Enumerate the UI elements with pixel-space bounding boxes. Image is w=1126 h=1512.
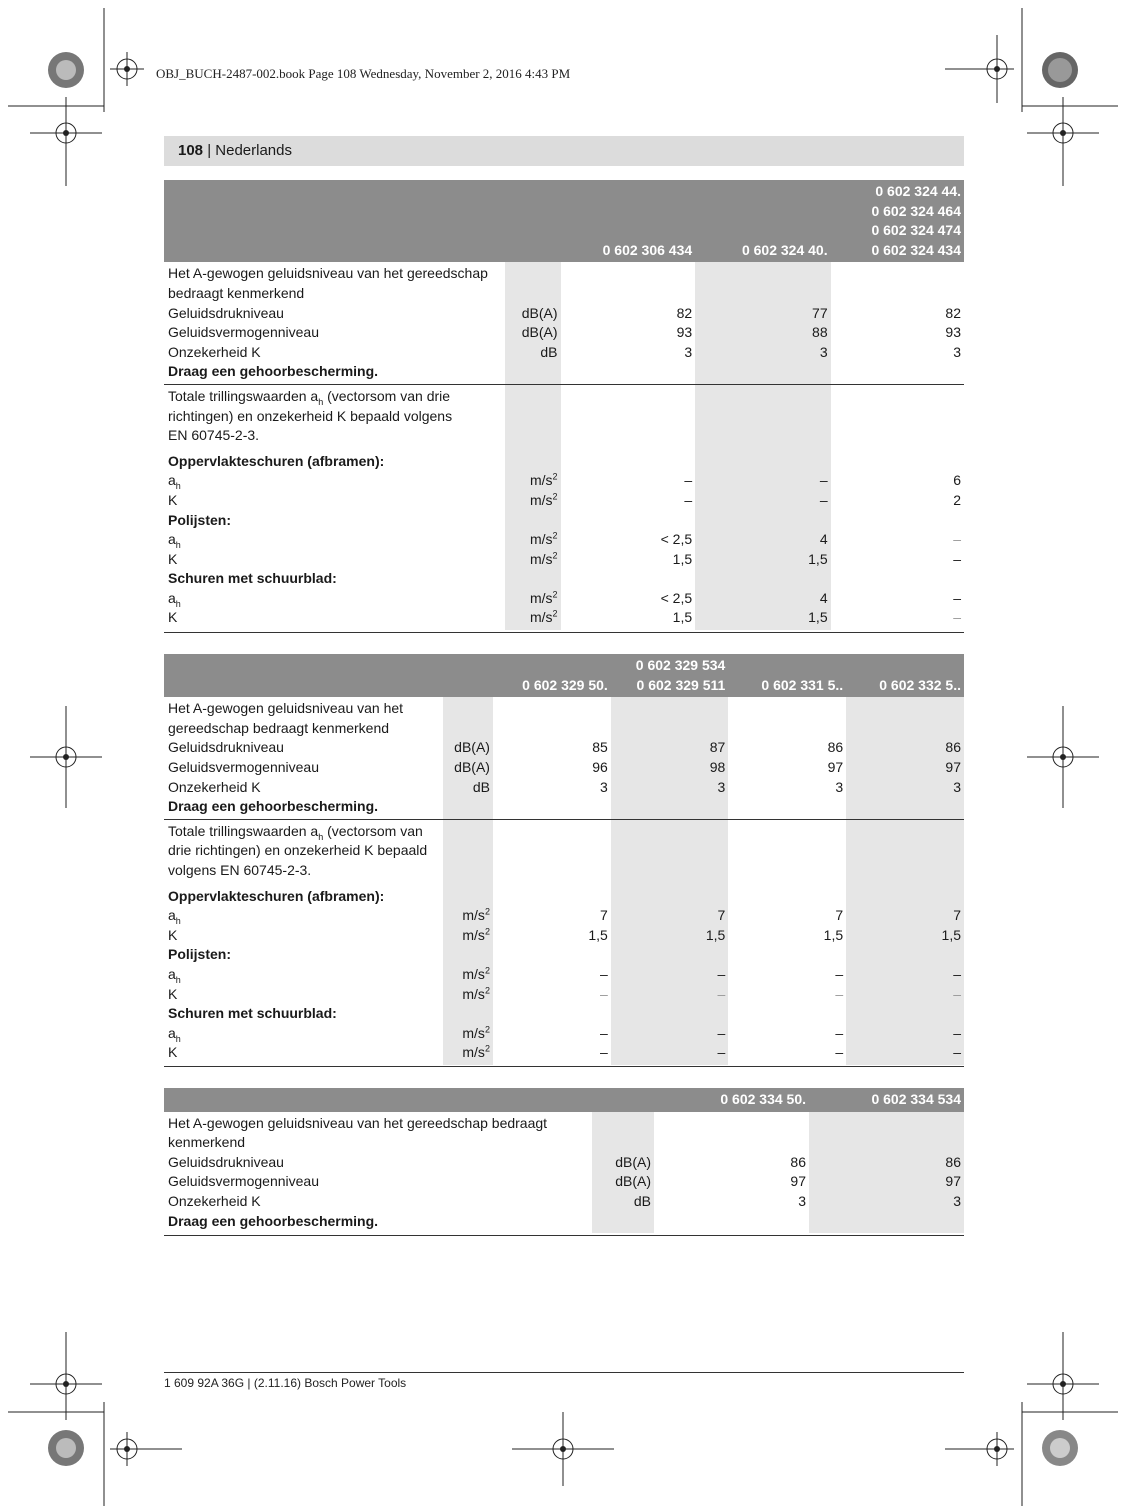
column-header: 0 602 324 40. bbox=[695, 180, 830, 262]
value-cell: 82 93 3 bbox=[945, 304, 961, 360]
page-footer: 1 609 92A 36G | (2.11.16) Bosch Power Tools bbox=[164, 1376, 407, 1390]
table-header-row bbox=[164, 654, 964, 697]
spec-table-3 bbox=[164, 1088, 964, 1236]
column-header: 0 602 334 534 bbox=[809, 1088, 964, 1112]
table-row bbox=[164, 819, 964, 1065]
table-row bbox=[164, 262, 964, 384]
unit-cell: $m/s^2$ $m/s^2$ $m/s^2$ $m/s^2$ $m/s^2$ $m/s^2$ bbox=[505, 384, 561, 630]
column-header: 0 602 332 5.. bbox=[846, 654, 964, 697]
page-header bbox=[164, 136, 964, 166]
row-label: Het A-gewogen geluidsniveau van het gereedschap bedraagt kenmerkend Geluidsdrukniveau Geluidsvermogenniveau Onzekerheid K Draag een gehoorbescherming. bbox=[168, 265, 488, 380]
value-cell: 86 97 3 bbox=[809, 1112, 964, 1234]
unit-cell: dB(A) dB(A) dB bbox=[443, 697, 493, 819]
value-cell: 6 2 – – – – bbox=[953, 472, 961, 626]
table-row bbox=[164, 384, 964, 630]
value-cell: 7 1,5 – – – – bbox=[611, 819, 729, 1065]
value-cell: 86 97 3 bbox=[827, 739, 844, 795]
value-cell: 85 96 3 bbox=[592, 739, 608, 795]
unit-cell: dB(A) dB(A) dB bbox=[505, 262, 561, 384]
spec-table-1 bbox=[164, 180, 964, 633]
page-number: 108 bbox=[178, 142, 204, 159]
unit-cell: dB(A) dB(A) dB bbox=[592, 1112, 654, 1234]
row-label: Totale trillingswaarden $a_h$ (vectorsom van drie richtingen) en onzekerheid K bepaald volgens EN 60745-2-3. Oppervlakteschuren (afbramen): $a_h$ K Polijsten: $a_h$ K Schuren met schuurblad: $a_h$ K bbox=[168, 822, 428, 1061]
value-cell: 87 98 3 bbox=[611, 697, 729, 819]
column-header: 0 602 306 434 bbox=[561, 180, 696, 262]
value-cell: 7 1,5 – – – – bbox=[846, 819, 964, 1065]
footer-rule bbox=[164, 1372, 964, 1373]
print-slug: OBJ_BUCH-2487-002.book Page 108 Wednesday, November 2, 2016 4:43 PM bbox=[156, 66, 571, 81]
row-label: Het A-gewogen geluidsniveau van het gereedschap bedraagt kenmerkend Geluidsdrukniveau Geluidsvermogenniveau Onzekerheid K Draag een gehoorbescherming. bbox=[168, 700, 404, 815]
value-cell: 82 93 3 bbox=[676, 304, 693, 360]
section-title: Nederlands bbox=[215, 142, 292, 159]
column-header: 0 602 324 44. 0 602 324 464 0 602 324 474 0 602 324 434 bbox=[831, 180, 964, 262]
value-cell: – – < 2,5 1,5 < 2,5 1,5 bbox=[660, 472, 693, 626]
column-header: 0 602 331 5.. bbox=[728, 654, 846, 697]
row-label: Totale trillingswaarden $a_h$ (vectorsom van drie richtingen) en onzekerheid K bepaald volgens EN 60745-2-3. Oppervlakteschuren (afbramen): $a_h$ K Polijsten: $a_h$ K Schuren met schuurblad: $a_h$ K bbox=[168, 387, 453, 626]
value-cell: – – 4 1,5 4 1,5 bbox=[695, 384, 830, 630]
table-row bbox=[164, 1112, 964, 1234]
row-label: Het A-gewogen geluidsniveau van het gereedschap bedraagt kenmerkend Geluidsdrukniveau Geluidsvermogenniveau Onzekerheid K Draag een gehoorbescherming. bbox=[168, 1114, 548, 1229]
spec-table-2 bbox=[164, 654, 964, 1067]
column-header: 0 602 329 534 0 602 329 511 bbox=[611, 654, 729, 697]
column-header: 0 602 334 50. bbox=[654, 1088, 809, 1112]
value-cell: 77 88 3 bbox=[695, 262, 830, 384]
table-header-row bbox=[164, 1088, 964, 1112]
value-cell: 7 1,5 – – – – bbox=[823, 907, 844, 1061]
header-separator: | bbox=[207, 142, 212, 159]
column-header: 0 602 329 50. bbox=[493, 654, 611, 697]
value-cell: 86 97 3 bbox=[790, 1153, 806, 1209]
value-cell: 86 97 3 bbox=[846, 697, 964, 819]
value-cell: 7 1,5 – – – – bbox=[588, 907, 608, 1061]
table-row bbox=[164, 697, 964, 819]
unit-cell: $m/s^2$ $m/s^2$ $m/s^2$ $m/s^2$ $m/s^2$ $m/s^2$ bbox=[443, 819, 493, 1065]
table-header-row bbox=[164, 180, 964, 262]
